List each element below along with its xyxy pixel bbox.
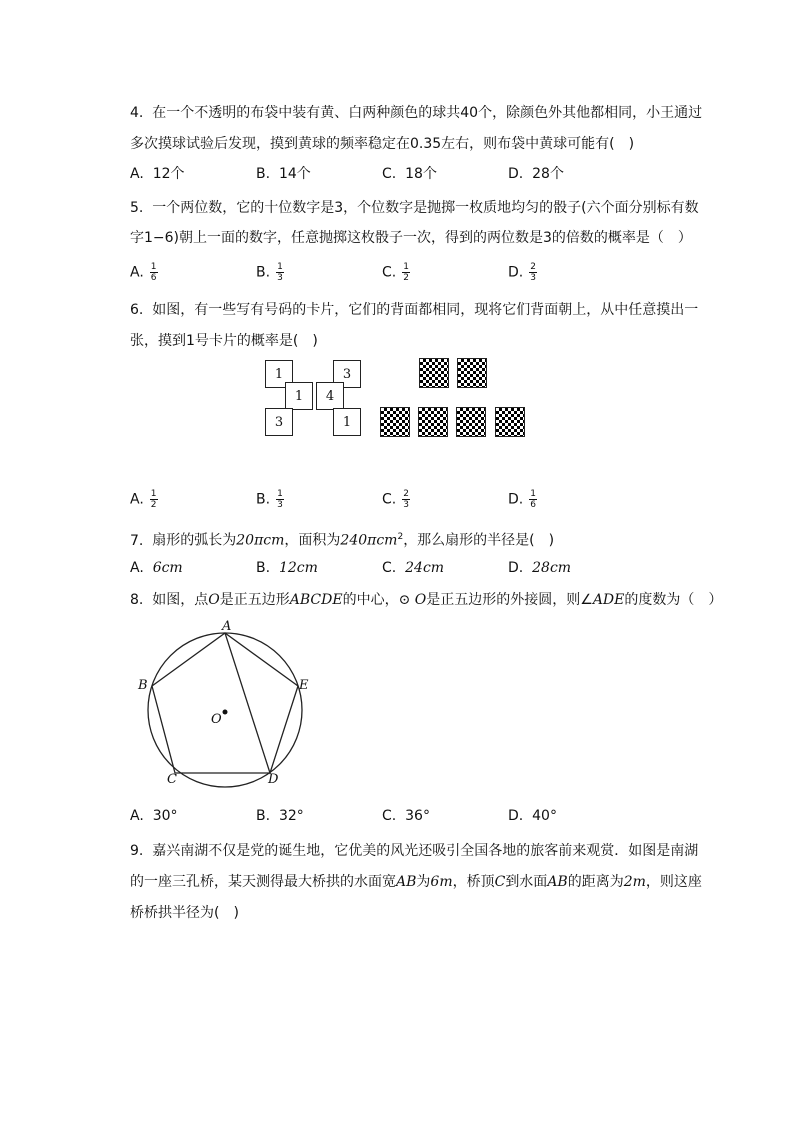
q6-option-d[interactable]: D. $\frac{1}{6}$: [508, 489, 536, 510]
card-3-top-right: 3: [333, 360, 361, 388]
q7-line1: 7. 扇形的弧长为20πcm，面积为240πcm$^2$，那么扇形的半径是( ): [130, 532, 555, 549]
q4-option-c[interactable]: C. 18个: [382, 166, 437, 182]
q9-line2: 的一座三孔桥，某天测得最大桥拱的水面宽AB为6m，桥顶C到水面AB的距离为2m，则这座: [130, 874, 702, 890]
q8-option-c[interactable]: C. 36°: [382, 808, 430, 824]
q8-number: 8.: [130, 592, 144, 608]
card-back: [419, 358, 449, 388]
q9-number: 9.: [130, 843, 144, 859]
q8-option-b[interactable]: B. 32°: [256, 808, 304, 824]
card-back: [456, 407, 486, 437]
q9-line1: [130, 841, 698, 861]
q6-option-a[interactable]: A. $\frac{1}{2}$: [130, 489, 157, 510]
q5-number: 5.: [130, 200, 144, 216]
q4-number: 4.: [130, 105, 144, 121]
vertex-label-b: B: [138, 678, 148, 693]
vertex-label-d: D: [268, 772, 279, 787]
q6-option-c[interactable]: C. $\frac{2}{3}$: [382, 489, 409, 510]
q7-option-c[interactable]: C. 24cm: [382, 560, 445, 576]
card-back: [495, 407, 525, 437]
segment-ad: [225, 633, 270, 773]
q5-option-c[interactable]: C. $\frac{1}{2}$: [382, 262, 409, 283]
vertex-label-a: A: [222, 619, 232, 634]
q6-text-line1: 如图，有一些写有号码的卡片，它们的背面都相同，现将它们背面朝上，从中任意摸出一: [152, 302, 699, 318]
center-label-o: O: [211, 712, 222, 727]
q7-option-b[interactable]: B. 12cm: [256, 560, 318, 576]
card-1-middle: 1: [285, 382, 313, 410]
q6-number: 6.: [130, 302, 144, 318]
card-back: [418, 407, 448, 437]
q4-option-b[interactable]: B. 14个: [256, 166, 311, 182]
q5-line2: 字1−6)朝上一面的数字，任意抛掷这枚骰子一次，得到的两位数是3的倍数的概率是（ ）: [130, 230, 692, 246]
q6-option-b[interactable]: B. $\frac{1}{3}$: [256, 489, 283, 510]
q9-line3: 桥桥拱半径为( ): [130, 905, 239, 921]
q4-line1: [130, 103, 702, 123]
pentagon-figure: [130, 615, 320, 800]
card-1-bottom-right: 1: [333, 408, 361, 436]
q7-option-a[interactable]: A. 6cm: [130, 560, 183, 576]
q5-option-a[interactable]: A. $\frac{1}{6}$: [130, 262, 157, 283]
q7-option-d[interactable]: D. 28cm: [508, 560, 572, 576]
q4-option-d[interactable]: D. 28个: [508, 166, 564, 182]
q5-text-line1: 一个两位数，它的十位数字是3，个位数字是抛掷一枚质地均匀的骰子(六个面分别标有数: [152, 200, 699, 216]
q4-line2: 多次摸球试验后发现，摸到黄球的频率稳定在0.35左右，则布袋中黄球可能有( ): [130, 136, 635, 152]
q6-line1: [130, 300, 698, 320]
q5-option-b[interactable]: B. $\frac{1}{3}$: [256, 262, 283, 283]
q7-math-arc: 20πcm: [236, 532, 285, 549]
card-back: [457, 358, 487, 388]
pentagon-abcde: [152, 633, 298, 773]
q7-math-area: 240πcm: [340, 532, 398, 549]
q5-line1: [130, 198, 699, 218]
q7-number: 7.: [130, 532, 144, 549]
q8-line1: 8. 如图，点O是正五边形ABCDE的中心，⊙ O是正五边形的外接圆，则∠ADE的度数为（ ）: [130, 592, 723, 608]
q5-option-d[interactable]: D. $\frac{2}{3}$: [508, 262, 536, 283]
card-3-bottom-left: 3: [265, 408, 293, 436]
q8-option-d[interactable]: D. 40°: [508, 808, 557, 824]
q4-option-a[interactable]: A. 12个: [130, 166, 185, 182]
vertex-label-e: E: [299, 678, 309, 693]
q6-line2: 张，摸到1号卡片的概率是( ): [130, 333, 318, 349]
card-4-middle: 4: [316, 382, 344, 410]
q4-text-line1: 在一个不透明的布袋中装有黄、白两种颜色的球共40个，除颜色外其他都相同，小王通过: [152, 105, 703, 121]
center-point-o: [223, 710, 228, 715]
card-1-top-left: 1: [265, 360, 293, 388]
q8-option-a[interactable]: A. 30°: [130, 808, 178, 824]
vertex-label-c: C: [167, 772, 177, 787]
q9-text-line1: 嘉兴南湖不仅是党的诞生地，它优美的风光还吸引全国各地的旅客前来观赏．如图是南湖: [152, 843, 699, 859]
card-back: [380, 407, 410, 437]
